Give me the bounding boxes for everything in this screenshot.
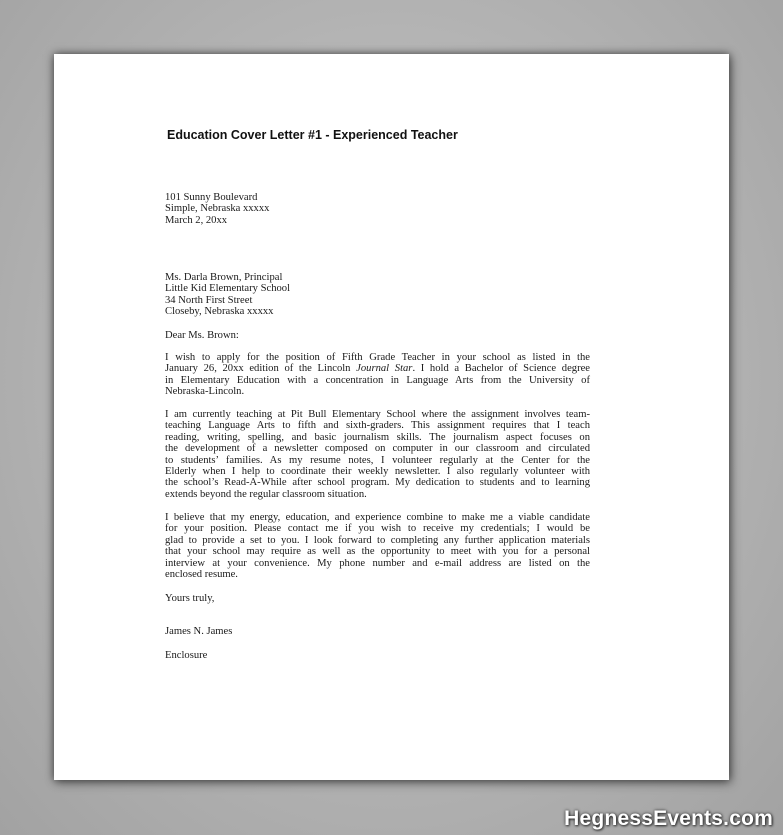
salutation-text: Dear Ms. Brown: (165, 330, 239, 341)
closing-text: Yours truly, (165, 593, 215, 604)
closing (165, 593, 590, 604)
recipient-street: 34 North First Street (165, 294, 253, 306)
sender-city: Simple, Nebraska xxxxx (165, 203, 270, 215)
signature (165, 626, 590, 637)
recipient-name: Ms. Darla Brown, Principal (165, 272, 283, 283)
paragraph-2-line: extends beyond the regular classroom situation. (165, 488, 367, 500)
site-watermark: HegnessEvents.com (564, 807, 773, 830)
enclosure-note (165, 650, 590, 661)
recipient-city: Closeby, Nebraska xxxxx (165, 306, 274, 318)
paragraph-3-line: enclosed resume. (165, 569, 238, 581)
paragraph-1-line: in Elementary Education with a concentration in Language Arts from the University of (165, 374, 590, 386)
letter-title: Education Cover Letter #1 - Experienced Teacher (167, 128, 458, 142)
paragraph-2-line: Elderly when I help to coordinate their weekly newsletter. I also regularly volunteer with (165, 466, 590, 478)
paragraph-2-line: reading, writing, spelling, and basic journalism skills. The journalism aspect focuses on (165, 431, 590, 443)
letter-page (54, 54, 729, 780)
paragraph-3-line: interview at your convenience. My phone number and e-mail address are listed on the (165, 557, 590, 569)
sender-street: 101 Sunny Boulevard (165, 192, 258, 203)
newspaper-name: Journal Star (356, 363, 413, 375)
paragraph-3-line: I believe that my energy, education, and experience combine to make me a viable candidate (165, 512, 590, 523)
paragraph-3-line: for your position. Please contact me if you wish to receive my credentials; I would be (165, 523, 590, 535)
paragraph-2-line: the development of a newsletter composed on computer in our classroom and circulated (165, 443, 590, 455)
letter-date: March 2, 20xx (165, 214, 228, 226)
paragraph-2-line: teaching Language Arts to fifth and sixth-graders. This assignment requires that I teach (165, 420, 590, 432)
paragraph-1 (165, 352, 590, 398)
paragraph-1-line: Nebraska-Lincoln. (165, 386, 245, 398)
paragraph-2-line: the school’s Read-A-While after school program. My dedication to students and to learning (165, 477, 590, 489)
paragraph-1-line: I wish to apply for the position of Fifth Grade Teacher in your school as listed in the (165, 352, 590, 363)
recipient-address (165, 272, 590, 318)
paragraph-2-line: I am currently teaching at Pit Bull Elementary School where the assignment involves team- (165, 409, 590, 420)
salutation (165, 330, 590, 341)
signature-name: James N. James (165, 626, 233, 637)
paragraph-3-line: that your school may require as well as the opportunity to meet with you for a personal (165, 546, 590, 558)
paragraph-1-line (165, 363, 590, 374)
paragraph-3-line: glad to provide a set to you. I look forward to completing any further application materials (165, 534, 590, 546)
paragraph-2 (165, 409, 590, 500)
paragraph-1-text: . I hold a Bachelor of Science degree (412, 363, 591, 375)
enclosure-text: Enclosure (165, 650, 208, 661)
paragraph-1-text: January 26, 20xx edition of the Lincoln (165, 363, 357, 375)
recipient-school: Little Kid Elementary School (165, 283, 291, 295)
paragraph-3 (165, 512, 590, 580)
paragraph-2-line: to students’ families. As my resume notes, I volunteer regularly at the Center for the (165, 454, 590, 466)
sender-address (165, 192, 590, 226)
